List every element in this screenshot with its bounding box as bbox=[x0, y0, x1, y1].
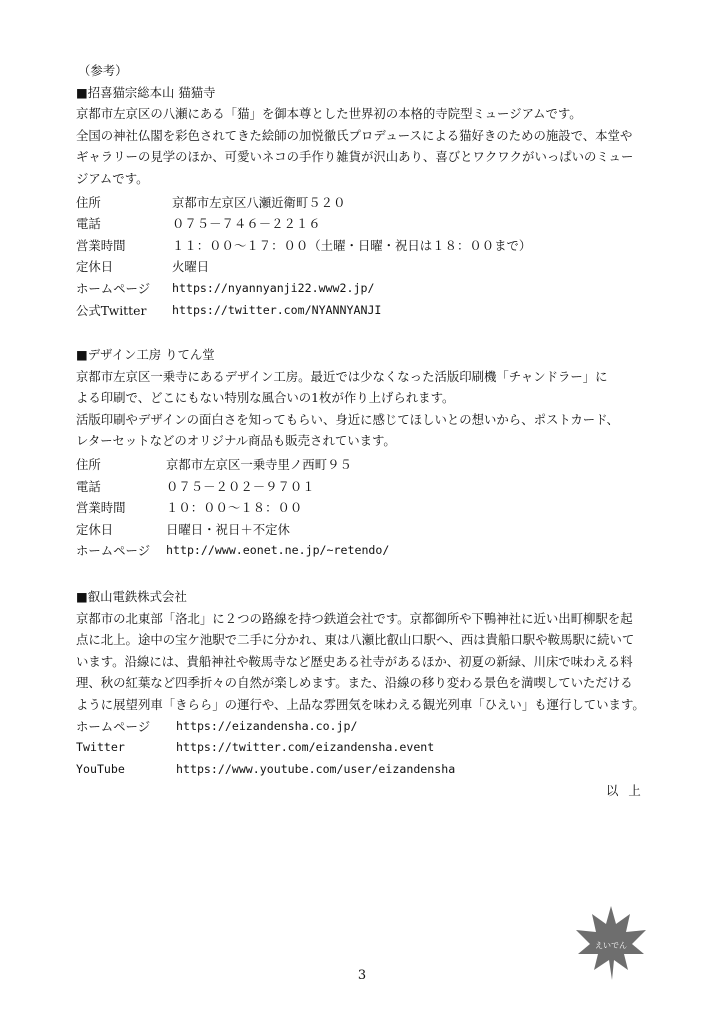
homepage-link[interactable]: http://www.eonet.ne.jp/~retendo/ bbox=[166, 543, 390, 558]
detail-row-closed bbox=[76, 256, 666, 278]
detail-row-homepage bbox=[76, 716, 666, 738]
homepage-link[interactable]: https://eizandensha.co.jp/ bbox=[176, 718, 358, 733]
detail-label: 住所 bbox=[76, 456, 101, 472]
detail-label: 定休日 bbox=[76, 259, 114, 275]
description-line: よる印刷で、どこにもない特別な風合いの1枚が作り上げられます。 bbox=[76, 390, 455, 406]
detail-row-phone bbox=[76, 476, 666, 498]
detail-row-homepage bbox=[76, 278, 666, 300]
detail-row-address bbox=[76, 454, 666, 476]
section-eizan-railway bbox=[76, 586, 666, 780]
page-number: 3 bbox=[357, 968, 367, 983]
twitter-link[interactable]: https://twitter.com/NYANNYANJI bbox=[172, 302, 382, 317]
maple-leaf-icon bbox=[572, 904, 650, 982]
description-line: 京都市左京区の八瀬にある「猫」を御本尊とした世界初の本格的寺院型ミュージアムです。 bbox=[76, 106, 582, 122]
section-heading: ■叡山電鉄株式会社 bbox=[76, 589, 187, 604]
detail-value: ０７５－７４６－２２１６ bbox=[172, 216, 321, 232]
detail-label: YouTube bbox=[76, 761, 125, 776]
eiden-logo bbox=[572, 904, 650, 982]
description-line: 理、秋の紅葉など四季折々の自然が楽しめます。また、沿線の移り変わる景色を満喫していただける bbox=[76, 675, 633, 691]
description-line: 京都市の北東部「洛北」に２つの路線を持つ鉄道会社です。京都御所や下鴨神社に近い出町柳駅を起 bbox=[76, 610, 633, 626]
detail-value: 日曜日・祝日＋不定休 bbox=[166, 521, 290, 537]
description-line: 京都市左京区一乗寺にあるデザイン工房。最近では少なくなった活版印刷機「チャンドラー」に bbox=[76, 368, 608, 384]
detail-row-youtube bbox=[76, 759, 666, 781]
detail-row-phone bbox=[76, 213, 666, 235]
detail-label: 住所 bbox=[76, 194, 101, 210]
description-line: ギャラリーの見学のほか、可愛いネコの手作り雑貨が沢山あり、喜びとワクワクがいっぱいのミュー bbox=[76, 149, 634, 165]
description-line: ように展望列車「きらら」の運行や、上品な雰囲気を味わえる観光列車「ひえい」も運行しています。 bbox=[76, 696, 645, 712]
detail-row-closed bbox=[76, 519, 666, 541]
detail-value: 火曜日 bbox=[172, 259, 210, 275]
detail-value: １０：００～１８：００ bbox=[166, 500, 303, 516]
detail-label: ホームページ bbox=[76, 718, 151, 734]
detail-label: 定休日 bbox=[76, 521, 114, 537]
detail-value: １１：００～１７：００（土曜・日曜・祝日は１８：００まで） bbox=[172, 237, 532, 253]
twitter-link[interactable]: https://twitter.com/eizandensha.event bbox=[176, 740, 435, 755]
logo-text: えいでん bbox=[595, 941, 627, 950]
description-line: 点に北上。途中の宝ケ池駅で二手に分かれ、東は八瀬比叡山口駅へ、西は貴船口駅や鞍馬駅に続いて bbox=[76, 632, 635, 648]
detail-label: 電話 bbox=[76, 478, 101, 494]
detail-row-homepage bbox=[76, 540, 666, 562]
description-line: ジアムです。 bbox=[76, 170, 149, 186]
detail-value: 京都市左京区一乗寺里ノ西町９５ bbox=[166, 456, 352, 472]
detail-label: Twitter bbox=[76, 740, 125, 755]
detail-row-address bbox=[76, 192, 666, 214]
detail-label: 営業時間 bbox=[76, 500, 126, 516]
homepage-link[interactable]: https://nyannyanji22.www2.jp/ bbox=[172, 280, 375, 295]
description-line: います。沿線には、貴船神社や鞍馬寺など歴史ある社寺があるほか、初夏の新緑、川床で味わえる料 bbox=[76, 653, 633, 669]
detail-row-hours bbox=[76, 235, 666, 257]
youtube-link[interactable]: https://www.youtube.com/user/eizandensha bbox=[176, 761, 456, 776]
section-nyannyanji bbox=[76, 60, 666, 321]
section-heading: ■招喜猫宗総本山 猫猫寺 bbox=[76, 84, 216, 100]
detail-value: 京都市左京区八瀬近衛町５２０ bbox=[172, 194, 346, 210]
description-line: 活版印刷やデザインの面白さを知ってもらい、身近に感じてほしいとの想いから、ポストカード、 bbox=[76, 411, 619, 427]
reference-label: （参考） bbox=[78, 63, 128, 78]
detail-label: ホームページ bbox=[76, 280, 151, 296]
section-heading: ■デザイン工房 りてん堂 bbox=[76, 347, 215, 362]
detail-label: 公式Twitter bbox=[76, 302, 147, 318]
detail-row-twitter bbox=[76, 300, 666, 322]
detail-label: 営業時間 bbox=[76, 237, 126, 253]
closing-mark: 以上 bbox=[606, 783, 651, 798]
detail-row-hours bbox=[76, 497, 666, 519]
detail-row-twitter bbox=[76, 737, 666, 759]
detail-value: ０７５－２０２－９７０１ bbox=[166, 478, 315, 494]
description-line: レターセットなどのオリジナル商品も販売されています。 bbox=[76, 433, 396, 449]
description-line: 全国の神社仏閣を彩色されてきた絵師の加悦徹氏プロデュースによる猫好きのための施設で、本堂や bbox=[76, 127, 633, 143]
section-ritendo bbox=[76, 344, 666, 562]
detail-label: 電話 bbox=[76, 216, 101, 232]
detail-label: ホームページ bbox=[76, 543, 151, 559]
